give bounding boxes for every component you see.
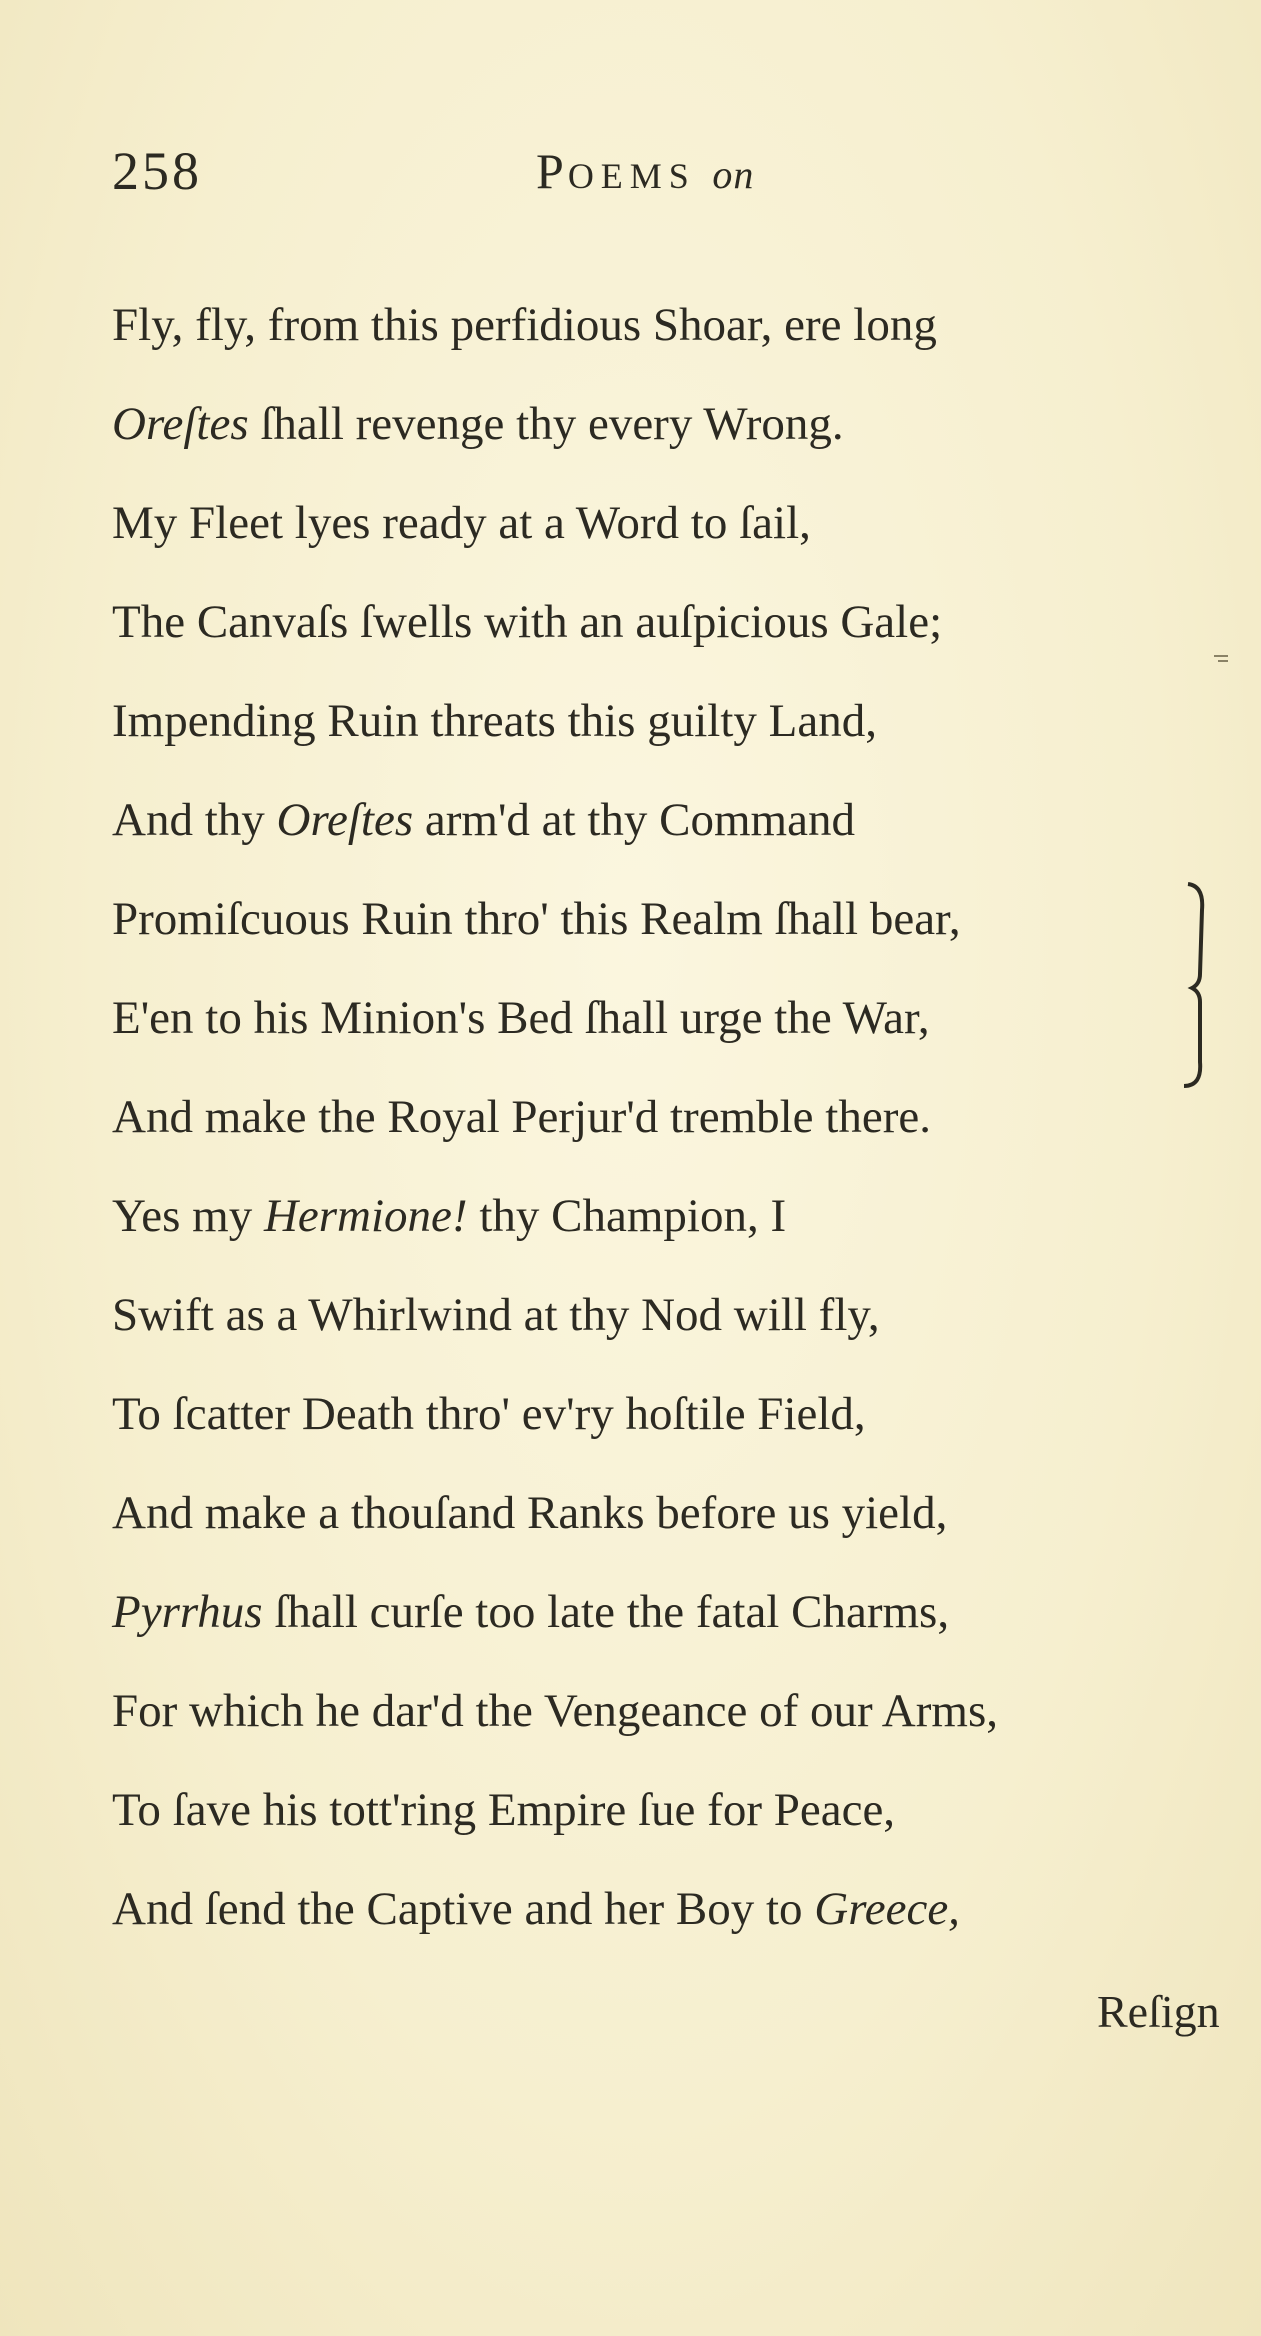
triplet-brace-mark	[1180, 880, 1220, 1090]
verse-text: To ſave his tott'ring Empire ſue for Peace,	[112, 1784, 896, 1836]
verse-line	[112, 1563, 1192, 1662]
running-head	[536, 142, 754, 200]
running-head-small-caps: OEMS	[567, 156, 696, 196]
verse-line	[112, 375, 1192, 474]
verse-line	[112, 771, 1192, 870]
verse-text: Fly, fly, from this perfidious Shoar, ere long	[112, 299, 937, 351]
italic-word: Oreſtes	[112, 398, 249, 450]
verse-line	[112, 1365, 1192, 1464]
verse-line	[112, 870, 1192, 969]
verse-text: Swift as a Whirlwind at thy Nod will fly,	[112, 1289, 880, 1341]
stray-ink-mark	[1212, 652, 1232, 666]
italic-word: Greece,	[814, 1883, 960, 1935]
poem-text	[112, 276, 1192, 1959]
verse-line	[112, 474, 1192, 573]
page-number: 258	[112, 141, 202, 201]
verse-line	[112, 573, 1192, 672]
catchword: Reſign	[1097, 1986, 1220, 2037]
verse-text: The Canvaſs ſwells with an auſpicious Gale;	[112, 596, 943, 648]
verse-line	[112, 1167, 1192, 1266]
verse-line	[112, 1266, 1192, 1365]
verse-text: ſhall revenge thy every Wrong.	[248, 398, 844, 450]
italic-word: Pyrrhus	[112, 1586, 263, 1638]
verse-text: E'en to his Minion's Bed ſhall urge the War,	[112, 992, 930, 1044]
verse-line	[112, 276, 1192, 375]
verse-line	[112, 1068, 1192, 1167]
verse-text: Promiſcuous Ruin thro' this Realm ſhall bear,	[112, 893, 961, 945]
verse-text: thy Champion, I	[467, 1190, 787, 1242]
verse-text: And thy	[112, 794, 277, 846]
verse-text: Impending Ruin threats this guilty Land,	[112, 695, 877, 747]
verse-line	[112, 969, 1192, 1068]
verse-text: arm'd at thy Command	[413, 794, 855, 846]
verse-text: And make a thouſand Ranks before us yield,	[112, 1487, 948, 1539]
verse-text: And make the Royal Perjur'd tremble there.	[112, 1091, 931, 1143]
verse-line	[112, 1761, 1192, 1860]
italic-word: Oreſtes	[276, 794, 414, 846]
verse-text: To ſcatter Death thro' ev'ry hoſtile Field,	[112, 1388, 866, 1440]
verse-text: Yes my	[112, 1190, 264, 1242]
page-header	[0, 140, 1261, 210]
verse-line	[112, 672, 1192, 771]
running-head-italic: on	[712, 152, 755, 197]
verse-line	[112, 1860, 1192, 1959]
verse-text: ſhall curſe too late the fatal Charms,	[262, 1586, 950, 1638]
running-head-initial: P	[536, 143, 568, 199]
verse-line	[112, 1464, 1192, 1563]
verse-line	[112, 1662, 1192, 1761]
italic-word: Hermione!	[263, 1190, 468, 1242]
verse-text: For which he dar'd the Vengeance of our Arms,	[112, 1685, 999, 1737]
verse-text: My Fleet lyes ready at a Word to ſail,	[112, 497, 811, 549]
verse-text: And ſend the Captive and her Boy to	[112, 1883, 815, 1935]
